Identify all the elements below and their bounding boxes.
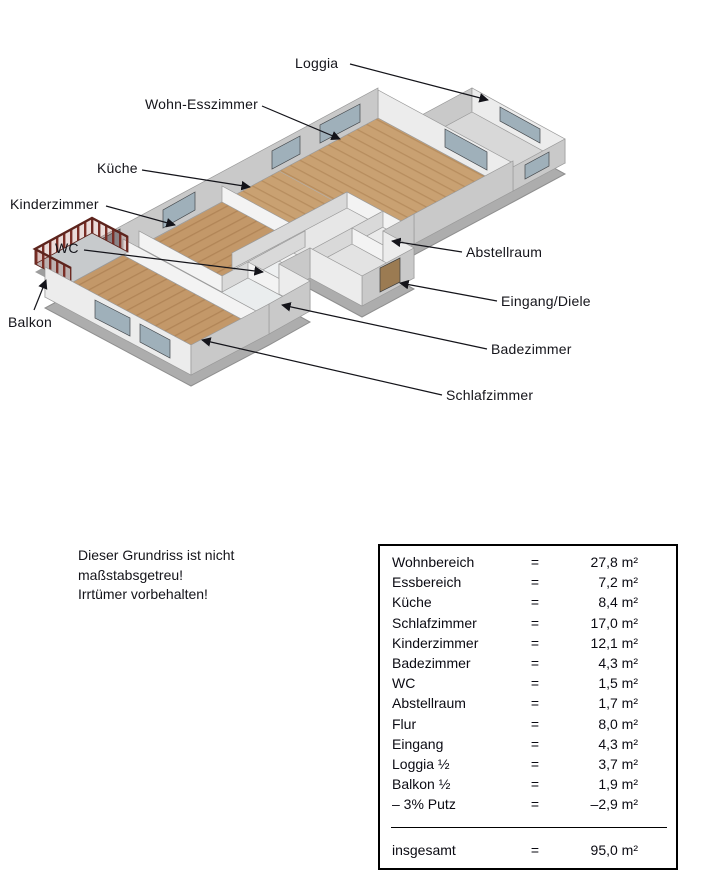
arrow-badezimmer (282, 305, 487, 349)
equals-sign: = (530, 634, 540, 651)
label-wohn-esszimmer: Wohn-Esszimmer (145, 96, 259, 112)
label-loggia: Loggia (295, 55, 339, 71)
table-row (380, 774, 676, 794)
room-area: –2,9 m² (590, 796, 638, 813)
equals-sign: = (530, 756, 540, 773)
room-name: Schlafzimmer (392, 614, 477, 631)
label-balkon: Balkon (8, 314, 53, 330)
label-badezimmer: Badezimmer (491, 341, 572, 357)
equals-sign: = (530, 675, 540, 692)
table-separator (391, 827, 667, 828)
table-row (380, 794, 676, 814)
arrow-eingang-diele (400, 283, 497, 301)
label-kinderzimmer: Kinderzimmer (10, 196, 99, 212)
room-name: Abstellraum (392, 695, 466, 712)
table-row (380, 714, 676, 734)
room-area: 1,7 m² (598, 695, 638, 712)
table-row (380, 613, 676, 633)
room-area: 17,0 m² (590, 614, 638, 631)
label-wc: WC (55, 240, 79, 256)
table-row (380, 633, 676, 653)
equals-sign: = (530, 594, 540, 611)
room-name: WC (392, 675, 416, 692)
total-area: 95,0 m² (590, 841, 638, 858)
room-name: Wohnbereich (392, 554, 475, 570)
room-area: 8,0 m² (598, 715, 638, 732)
disclaimer-text (78, 546, 234, 605)
label-kueche: Küche (97, 160, 138, 176)
room-name: Eingang (392, 735, 444, 752)
table-row (380, 754, 676, 774)
table-total-row (380, 840, 676, 860)
equals-sign: = (530, 735, 540, 752)
room-area: 8,4 m² (598, 594, 638, 611)
room-name: – 3% Putz (392, 796, 456, 813)
equals-sign: = (530, 776, 540, 793)
room-area: 12,1 m² (590, 634, 638, 651)
arrow-schlafzimmer (202, 340, 442, 395)
room-area: 1,9 m² (598, 776, 638, 793)
equals-sign: = (530, 715, 540, 732)
room-name: Küche (392, 594, 432, 611)
equals-sign: = (530, 695, 540, 712)
room-area: 1,5 m² (598, 675, 638, 692)
label-abstellraum: Abstellraum (466, 244, 543, 260)
equals-sign: = (530, 841, 540, 858)
disclaimer-line: maßstabsgetreu! (78, 566, 184, 583)
disclaimer-line: Dieser Grundriss ist nicht (78, 547, 235, 563)
room-area: 4,3 m² (598, 655, 638, 672)
arrow-balkon (34, 280, 46, 310)
equals-sign: = (530, 655, 540, 672)
room-area: 4,3 m² (598, 735, 638, 752)
room-area: 7,2 m² (598, 574, 638, 591)
equals-sign: = (530, 574, 540, 591)
table-row (380, 592, 676, 612)
equals-sign: = (530, 614, 540, 631)
area-table (378, 544, 678, 870)
label-eingang-diele: Eingang/Diele (501, 293, 591, 309)
table-row (380, 653, 676, 673)
room-name: Flur (392, 715, 417, 732)
equals-sign: = (530, 554, 540, 570)
room-name: Badezimmer (392, 655, 471, 672)
table-row (380, 693, 676, 713)
room-name: Essbereich (392, 574, 462, 591)
room-area: 3,7 m² (598, 756, 638, 773)
total-label: insgesamt (392, 841, 456, 858)
area-table-rows (380, 552, 676, 815)
room-name: Balkon ½ (392, 776, 451, 793)
equals-sign: = (530, 796, 540, 813)
disclaimer-line: Irrtümer vorbehalten! (78, 586, 208, 602)
table-row (380, 572, 676, 592)
room-name: Kinderzimmer (392, 634, 479, 651)
label-schlafzimmer: Schlafzimmer (446, 387, 534, 403)
room-area: 27,8 m² (590, 554, 638, 570)
room-name: Loggia ½ (392, 756, 450, 773)
table-row (380, 552, 676, 572)
table-row (380, 673, 676, 693)
table-row (380, 734, 676, 754)
